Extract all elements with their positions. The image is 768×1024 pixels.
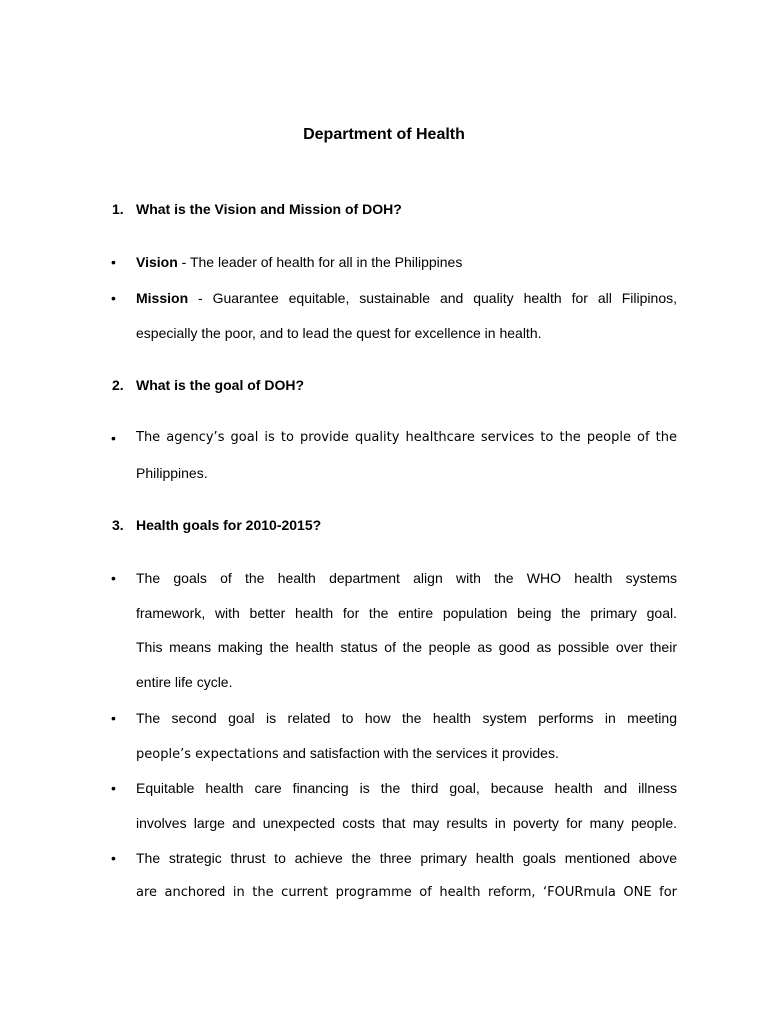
list-item-vision [111, 245, 677, 280]
text-line: are anchored in the current programme of health reform, ‘FOURmula ONE for [136, 884, 677, 900]
bullet-icon: • [111, 290, 116, 306]
vision-line [136, 245, 677, 280]
text-line: The strategic thrust to achieve the three primary health goals mentioned above [136, 850, 677, 866]
goal-line-1: The agency’s goal is to provide quality healthcare services to the people of the [136, 430, 677, 445]
list-item-goal [111, 421, 677, 490]
bullet-icon: • [111, 780, 116, 796]
text-line: The goals of the health department align with the WHO health systems [136, 570, 677, 586]
text-line: This means making the health status of the people as good as possible over their [136, 639, 677, 656]
bullet-icon: • [111, 254, 116, 270]
text-span: and satisfaction with the services it provides. [278, 744, 559, 761]
mission-text-1: - Guarantee equitable, sustainable and quality health for all Filipinos, [188, 290, 677, 306]
list-item-goal-2 [111, 701, 677, 770]
text-line: The second goal is related to how the health system performs in meeting [136, 710, 677, 726]
list-item-goal-4 [111, 841, 677, 910]
question-number: 1. [112, 201, 124, 217]
question-number: 3. [112, 517, 124, 533]
bullet-icon: • [111, 710, 116, 726]
mission-label: Mission [136, 290, 189, 306]
list-item-mission [111, 281, 677, 350]
vision-label: Vision [136, 254, 178, 270]
bullet-icon: • [111, 570, 116, 586]
bullet-icon: • [111, 850, 116, 866]
text-line: framework, with better health for the entire population being the primary goal. [136, 604, 677, 621]
goal-line-2: Philippines. [136, 464, 208, 481]
text-line: entire life cycle. [136, 673, 233, 690]
mission-line-1 [136, 281, 677, 316]
question-3 [112, 517, 321, 533]
vision-text: - The leader of health for all in the Philippines [177, 254, 463, 270]
text-span: people’s expectations [136, 746, 279, 762]
question-1 [112, 201, 402, 217]
question-text: What is the Vision and Mission of DOH? [136, 201, 402, 217]
bullet-icon: • [111, 430, 116, 446]
text-line: involves large and unexpected costs that may results in poverty for many people. [136, 814, 677, 831]
mission-line-2: especially the poor, and to lead the quest for excellence in health. [136, 324, 542, 341]
text-line: Equitable health care financing is the third goal, because health and illness [136, 780, 677, 796]
text-line [136, 736, 677, 771]
question-text: What is the goal of DOH? [136, 377, 304, 393]
question-2 [112, 377, 304, 393]
list-item-goal-1 [111, 561, 677, 699]
question-text: Health goals for 2010-2015? [136, 517, 322, 533]
question-number: 2. [112, 377, 124, 393]
list-item-goal-3 [111, 771, 677, 840]
document-title: Department of Health [303, 126, 465, 143]
